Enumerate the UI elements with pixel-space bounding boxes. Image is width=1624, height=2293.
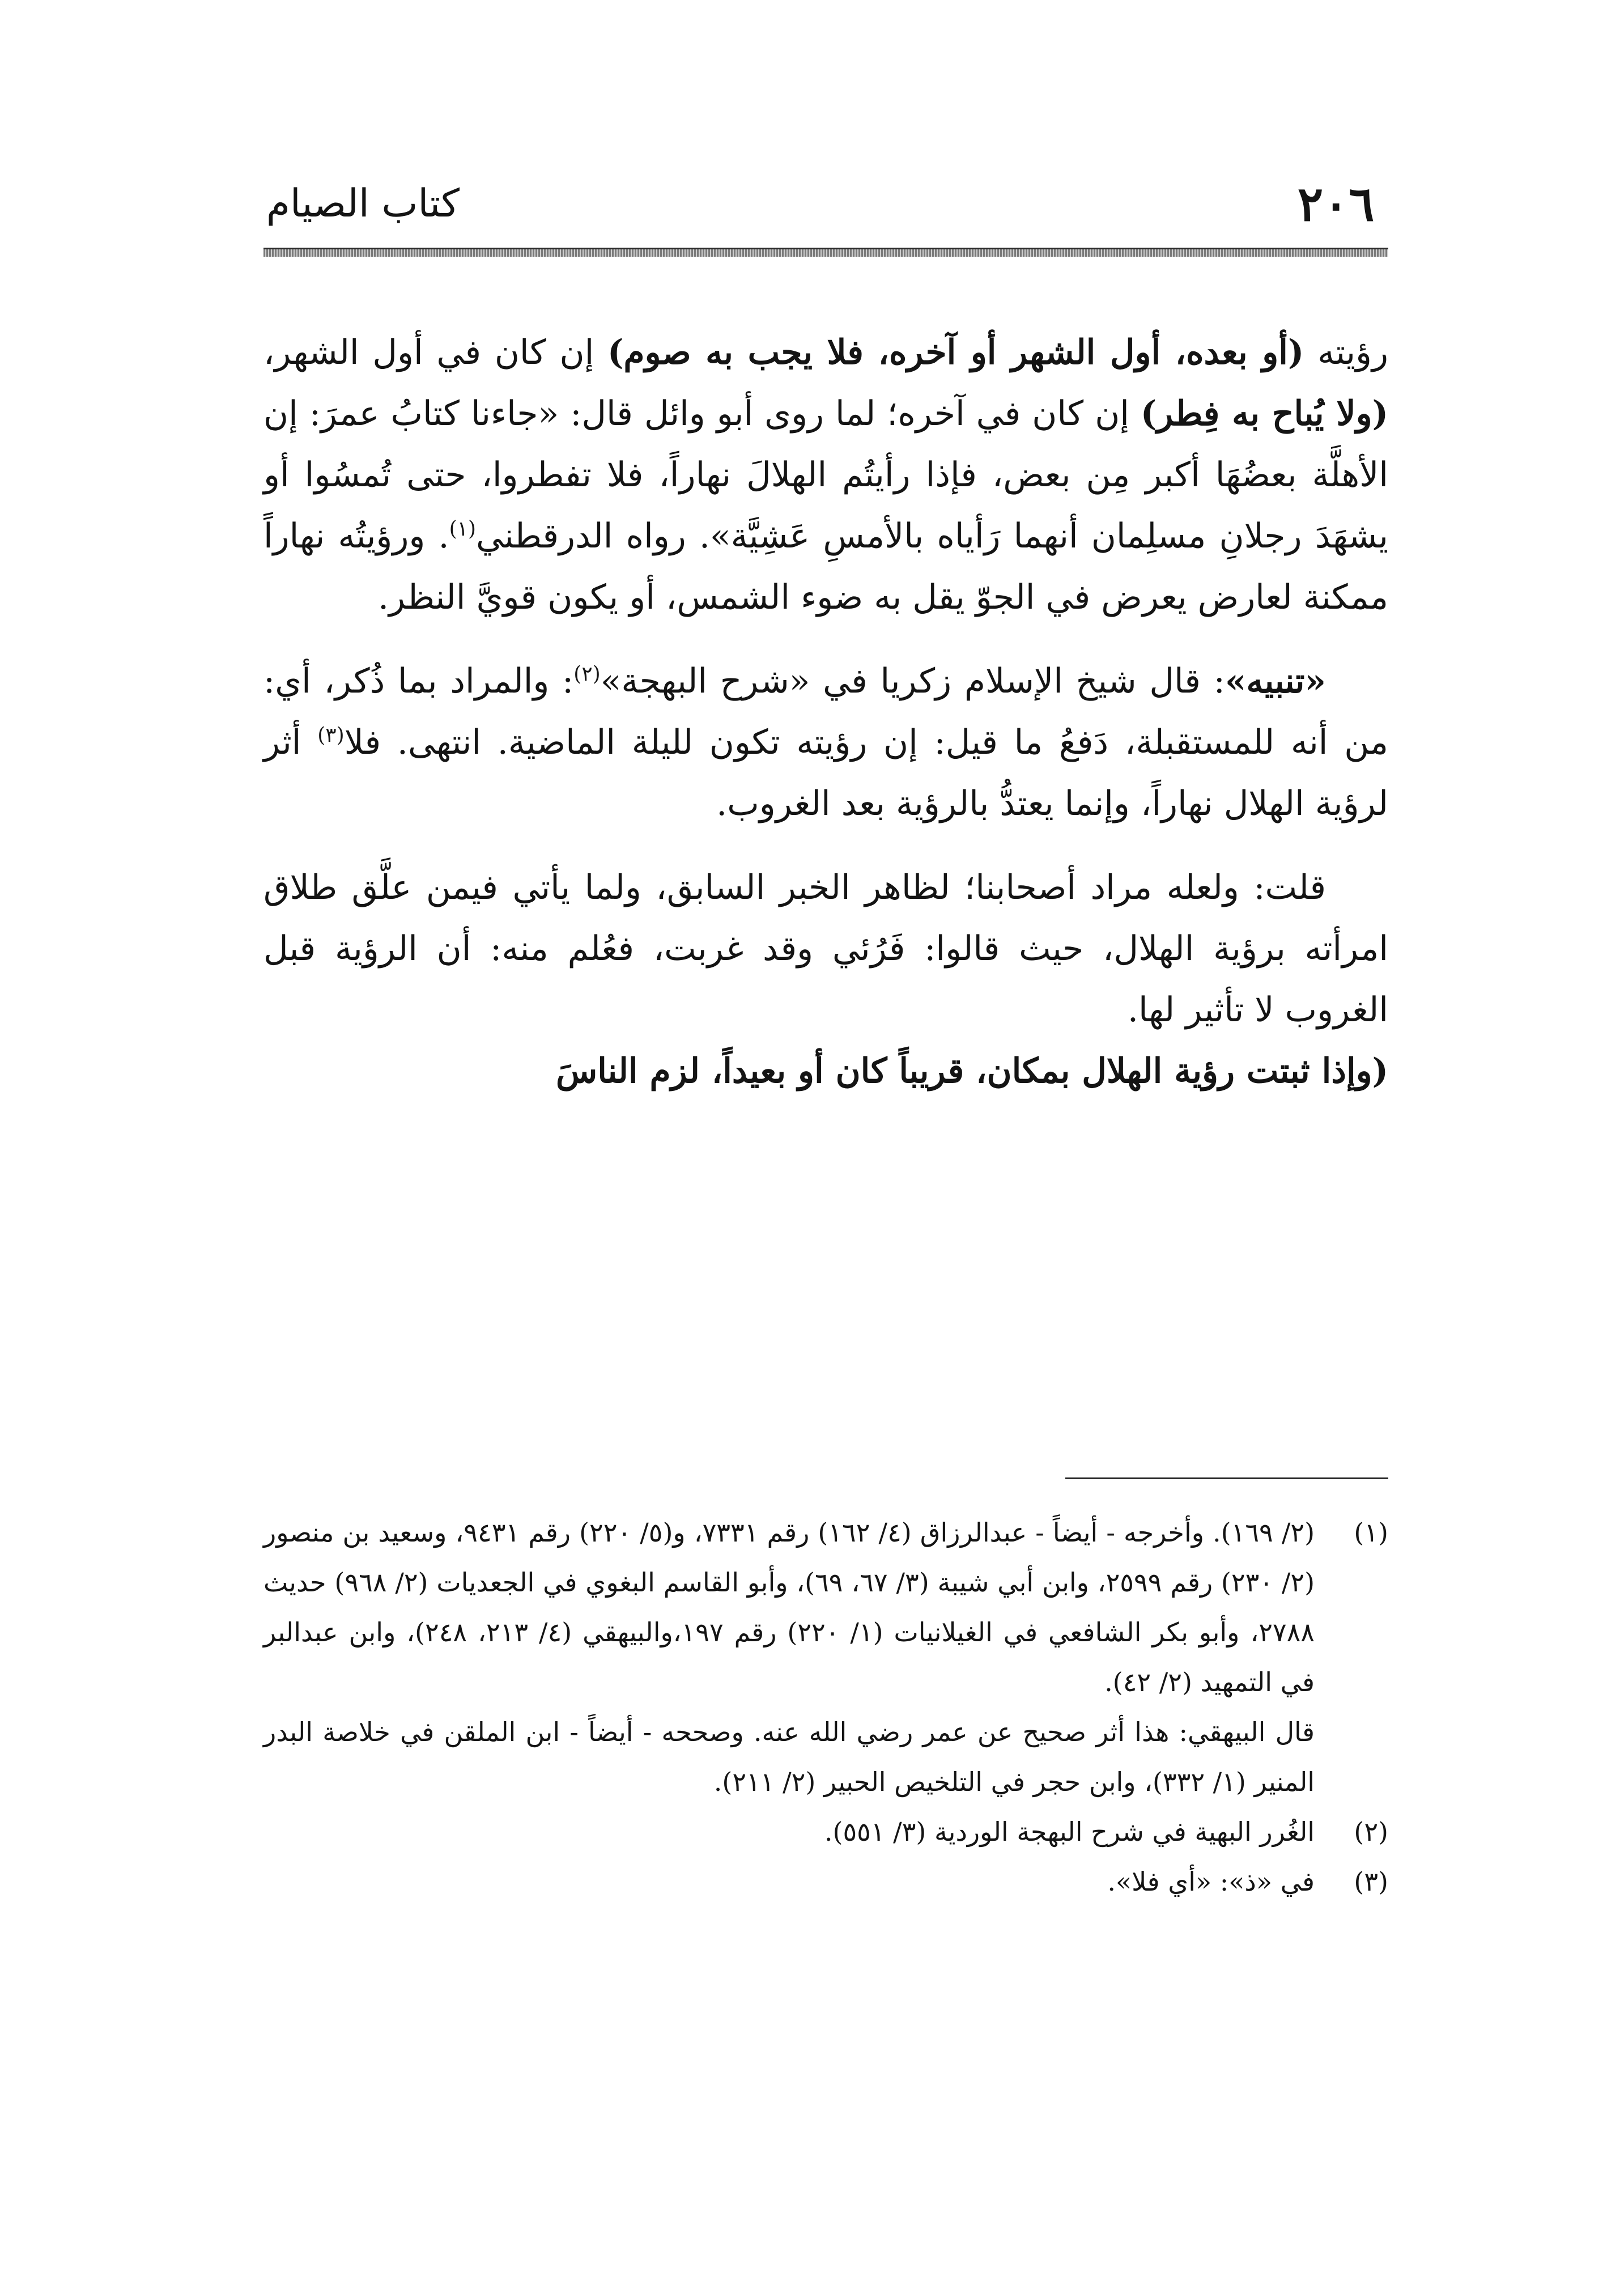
footnote-2 [263,1807,1388,1857]
footnote-text: قال البيهقي: هذا أثر صحيح عن عمر رضي الله عنه. وصححه - أيضاً - ابن الملقن في خلاصة البدر المنير (١/ ٣٣٢)، وابن حجر في التلخيص الحبير (٢/ ٢١١). [263,1717,1315,1797]
footnote-text: (٢/ ١٦٩). وأخرجه - أيضاً - عبدالرزاق (٤/ ١٦٢) رقم ٧٣٣١، و(٥/ ٢٢٠) رقم ٩٤٣١، وسعيد بن منصور (٢/ ٢٣٠) رقم ٢٥٩٩، وابن أبي شيبة (٣/ ٦٧، ٦٩)، وأبو القاسم البغوي في الجعديات (٢/ ٩٦٨) حديث ٢٧٨٨، وأبو بكر الشافعي في الغيلانيات (١/ ٢٢٠) رقم ١٩٧،والبيهقي (٤/ ٢١٣، ٢٤٨)، وابن عبدالبر في التمهيد (٢/ ٤٢). [263,1517,1315,1697]
footnote-1 [263,1508,1388,1807]
paragraph-3: قلت: ولعله مراد أصحابنا؛ لظاهر الخبر السابق، ولما يأتي فيمن علَّق طلاق امرأته برؤية الهلال، حيث قالوا: فَرُئي وقد غربت، فعُلم منه: أن الرؤية قبل الغروب لا تأثير لها. [263,868,1388,1030]
matn-bold-span: (أو بعده، أول الشهر أو آخره، فلا يجب به صوم) [607,333,1304,372]
text-span: أثر لرؤية الهلال نهاراً، وإنما يعتدُّ بالرؤية بعد الغروب. [263,723,1388,823]
text-span: : والمراد بما ذُكر، أي: من أنه للمستقبلة، دَفعُ ما قيل: إن رؤيته تكون لليلة الماضية. انتهى. فلا [263,661,1389,762]
paragraph-2 [263,651,1388,834]
footnote-marker: (١) [1354,1517,1388,1548]
text-span: رؤيته [1304,333,1388,372]
header-rule [263,248,1388,257]
page-number: ٢٠٦ [1298,176,1375,232]
footnote-marker: (٢) [1354,1816,1388,1847]
text-span: إن كان في آخره؛ لما روى أبو وائل قال: «جاءنا كتابُ عمرَ: إن الأهلَّة بعضُهَا أكبر مِن بعض، فإذا رأيتُم الهلالَ نهاراً، فلا تفطروا، حتى تُمسُوا أو يشهَدَ رجلانِ مسلِمان أنهما رَأياه بالأمسِ عَشِيَّة». رواه الدرقطني [263,394,1389,556]
note-label: «تنبيه» [1225,661,1326,701]
main-text [263,322,1388,1102]
footnote-text: في «ذ»: «أي فلا». [1107,1866,1315,1897]
paragraph-1 [263,322,1388,628]
running-header-title: كتاب الصيام [266,181,460,226]
footnote-marker: (٣) [1354,1866,1388,1897]
footnote-text: الغُرر البهية في شرح البهجة الوردية (٣/ ٥٥١). [824,1816,1315,1847]
footnote-separator [1065,1477,1388,1479]
footnote-ref-2[interactable]: (٢) [573,663,601,686]
footnote-ref-1[interactable]: (١) [449,517,477,541]
matn-bold-span: (ولا يُباح به فِطر) [1140,394,1389,434]
footnote-ref-3[interactable]: (٣) [317,724,345,747]
text-span: إن كان في أول الشهر، [263,333,608,372]
footnote-3 [263,1857,1388,1906]
paragraph-4-matn: (وإذا ثبتت رؤية الهلال بمكان، قريباً كان أو بعيداً، لزم الناسَ [555,1051,1388,1091]
text-span: : قال شيخ الإسلام زكريا في «شرح البهجة» [600,661,1225,701]
text-span: . ورؤيتُه نهاراً ممكنة لعارض يعرض في الجوّ يقل به ضوء الشمس، أو يكون قويَّ النظر. [263,516,1388,617]
footnotes [263,1508,1388,1906]
